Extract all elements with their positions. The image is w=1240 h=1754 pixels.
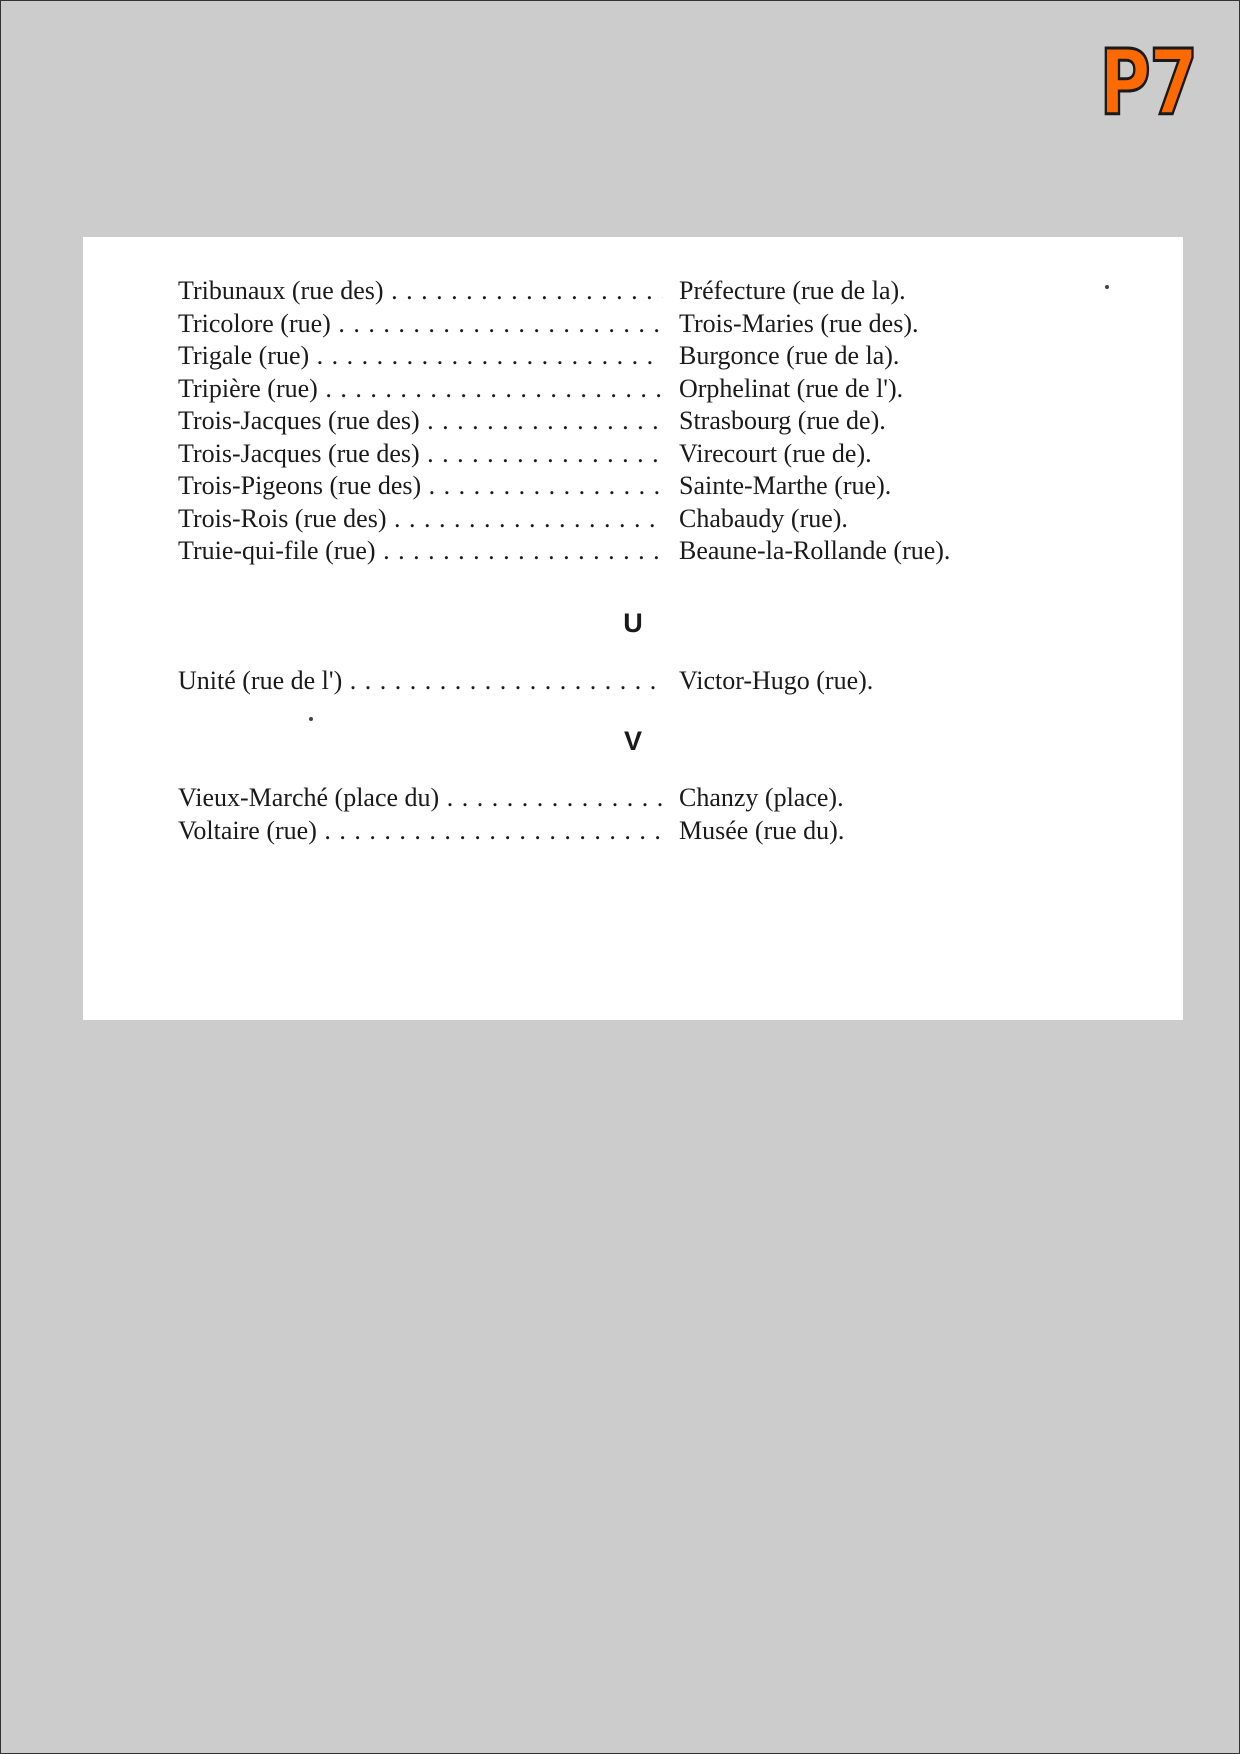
new-street-name: Musée (rue du). [679, 815, 845, 845]
scan-speck [309, 717, 313, 721]
street-list-t [178, 275, 1038, 568]
street-row [178, 535, 1038, 568]
old-street-name: Trois-Jacques (rue des) . . . [178, 438, 663, 471]
street-row [178, 405, 1038, 438]
new-street-name: Chabaudy (rue). [679, 503, 848, 533]
street-row [178, 340, 1038, 373]
page-number-label: P7 [1099, 31, 1197, 136]
street-row [178, 503, 1038, 536]
old-street-name: Tribunaux (rue des) . . . [178, 275, 663, 308]
old-street-name: Trois-Rois (rue des) . . . [178, 503, 663, 536]
new-street-name: Préfecture (rue de la). [679, 276, 906, 305]
scan-speck [1105, 285, 1109, 289]
old-street-name: Tripière (rue) . . . [178, 373, 663, 406]
street-row [178, 665, 1038, 698]
street-row [178, 438, 1038, 471]
new-street-name: Trois-Maries (rue des). [679, 308, 919, 338]
street-list-v [178, 782, 1038, 847]
new-street-name: Orphelinat (rue de l'). [679, 373, 904, 403]
street-row [178, 815, 1038, 848]
scanned-document [83, 237, 1183, 1020]
new-street-name: Burgonce (rue de la). [679, 341, 900, 370]
section-letter-v: V [623, 726, 642, 756]
new-street-name: Sainte-Marthe (rue). [679, 471, 892, 500]
new-street-name: Beaune-la-Rollande (rue). [679, 536, 951, 565]
street-row [178, 275, 1038, 308]
old-street-name: Unité (rue de l') . . . [178, 665, 663, 698]
street-list-u [178, 665, 1038, 698]
old-street-name: Tricolore (rue) . . . [178, 308, 663, 341]
street-row [178, 308, 1038, 341]
old-street-name: Trigale (rue) . . . [178, 340, 663, 373]
new-street-name: Strasbourg (rue de). [679, 406, 886, 435]
old-street-name: Trois-Pigeons (rue des) . . . [178, 470, 663, 503]
old-street-name: Trois-Jacques (rue des) . . . [178, 405, 663, 438]
section-letter-u: U [623, 608, 643, 638]
old-street-name: Voltaire (rue) . . . [178, 815, 663, 848]
new-street-name: Chanzy (place). [679, 783, 844, 812]
old-street-name: Vieux-Marché (place du) . . . [178, 782, 663, 815]
new-street-name: Victor-Hugo (rue). [679, 666, 874, 695]
street-row [178, 373, 1038, 406]
street-row [178, 782, 1038, 815]
street-row [178, 470, 1038, 503]
old-street-name: Truie-qui-file (rue) . . . [178, 535, 663, 568]
new-street-name: Virecourt (rue de). [679, 438, 872, 468]
